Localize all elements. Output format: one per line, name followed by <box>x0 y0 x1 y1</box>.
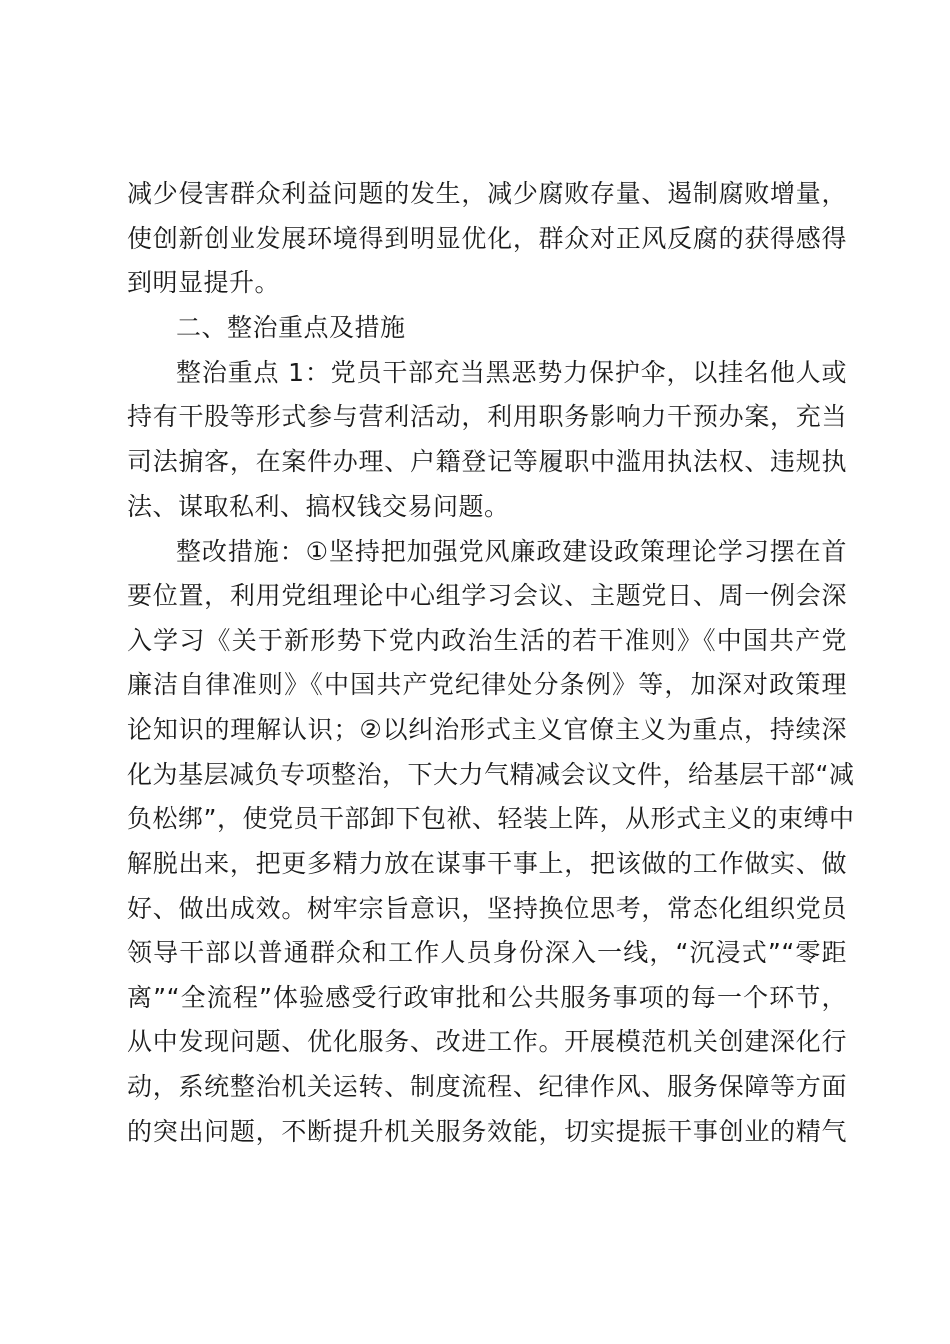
body-text-line: 离”“全流程”体验感受行政审批和公共服务事项的每一个环节， <box>127 983 847 1012</box>
body-text-line: 减少侵害群众利益问题的发生，减少腐败存量、遏制腐败增量， <box>127 179 847 208</box>
body-text-line: 领导干部以普通群众和工作人员身份深入一线，“沉浸式”“零距 <box>127 938 847 967</box>
body-text-line: 到明显提升。 <box>127 268 281 297</box>
body-text-line: 化为基层减负专项整治，下大力气精减会议文件，给基层干部“减 <box>127 760 855 789</box>
body-text-line: 使创新创业发展环境得到明显优化，群众对正风反腐的获得感得 <box>127 224 847 253</box>
body-text-line: 廉洁自律准则》《中国共产党纪律处分条例》等，加深对政策理 <box>127 670 847 699</box>
body-text-line: 动，系统整治机关运转、制度流程、纪律作风、服务保障等方面 <box>127 1072 847 1101</box>
body-text-line: 好、做出成效。树牢宗旨意识，坚持换位思考，常态化组织党员 <box>127 894 847 923</box>
body-text-line: 要位置，利用党组理论中心组学习会议、主题党日、周一例会深 <box>127 581 847 610</box>
body-text-line: 司法掮客，在案件办理、户籍登记等履职中滥用执法权、违规执 <box>127 447 847 476</box>
body-text-line: 从中发现问题、优化服务、改进工作。开展模范机关创建深化行 <box>127 1027 847 1056</box>
body-text-line: 解脱出来，把更多精力放在谋事干事上，把该做的工作做实、做 <box>127 849 847 878</box>
body-text-line: 法、谋取私利、搞权钱交易问题。 <box>127 492 510 521</box>
section-heading: 二、整治重点及措施 <box>176 313 406 342</box>
body-text-line: 入学习《关于新形势下党内政治生活的若干准则》《中国共产党 <box>127 626 847 655</box>
body-text-line: 的突出问题，不断提升机关服务效能，切实提振干事创业的精气 <box>127 1117 847 1146</box>
body-text-line: 整治重点 1：党员干部充当黑恶势力保护伞，以挂名他人或 <box>176 358 847 387</box>
body-text-line: 论知识的理解认识；②以纠治形式主义官僚主义为重点，持续深 <box>127 715 847 744</box>
body-text-line: 整改措施：①坚持把加强党风廉政建设政策理论学习摆在首 <box>176 537 847 566</box>
body-text-line: 负松绑”，使党员干部卸下包袱、轻装上阵，从形式主义的束缚中 <box>127 804 855 833</box>
body-text-line: 持有干股等形式参与营利活动，利用职务影响力干预办案，充当 <box>127 402 847 431</box>
